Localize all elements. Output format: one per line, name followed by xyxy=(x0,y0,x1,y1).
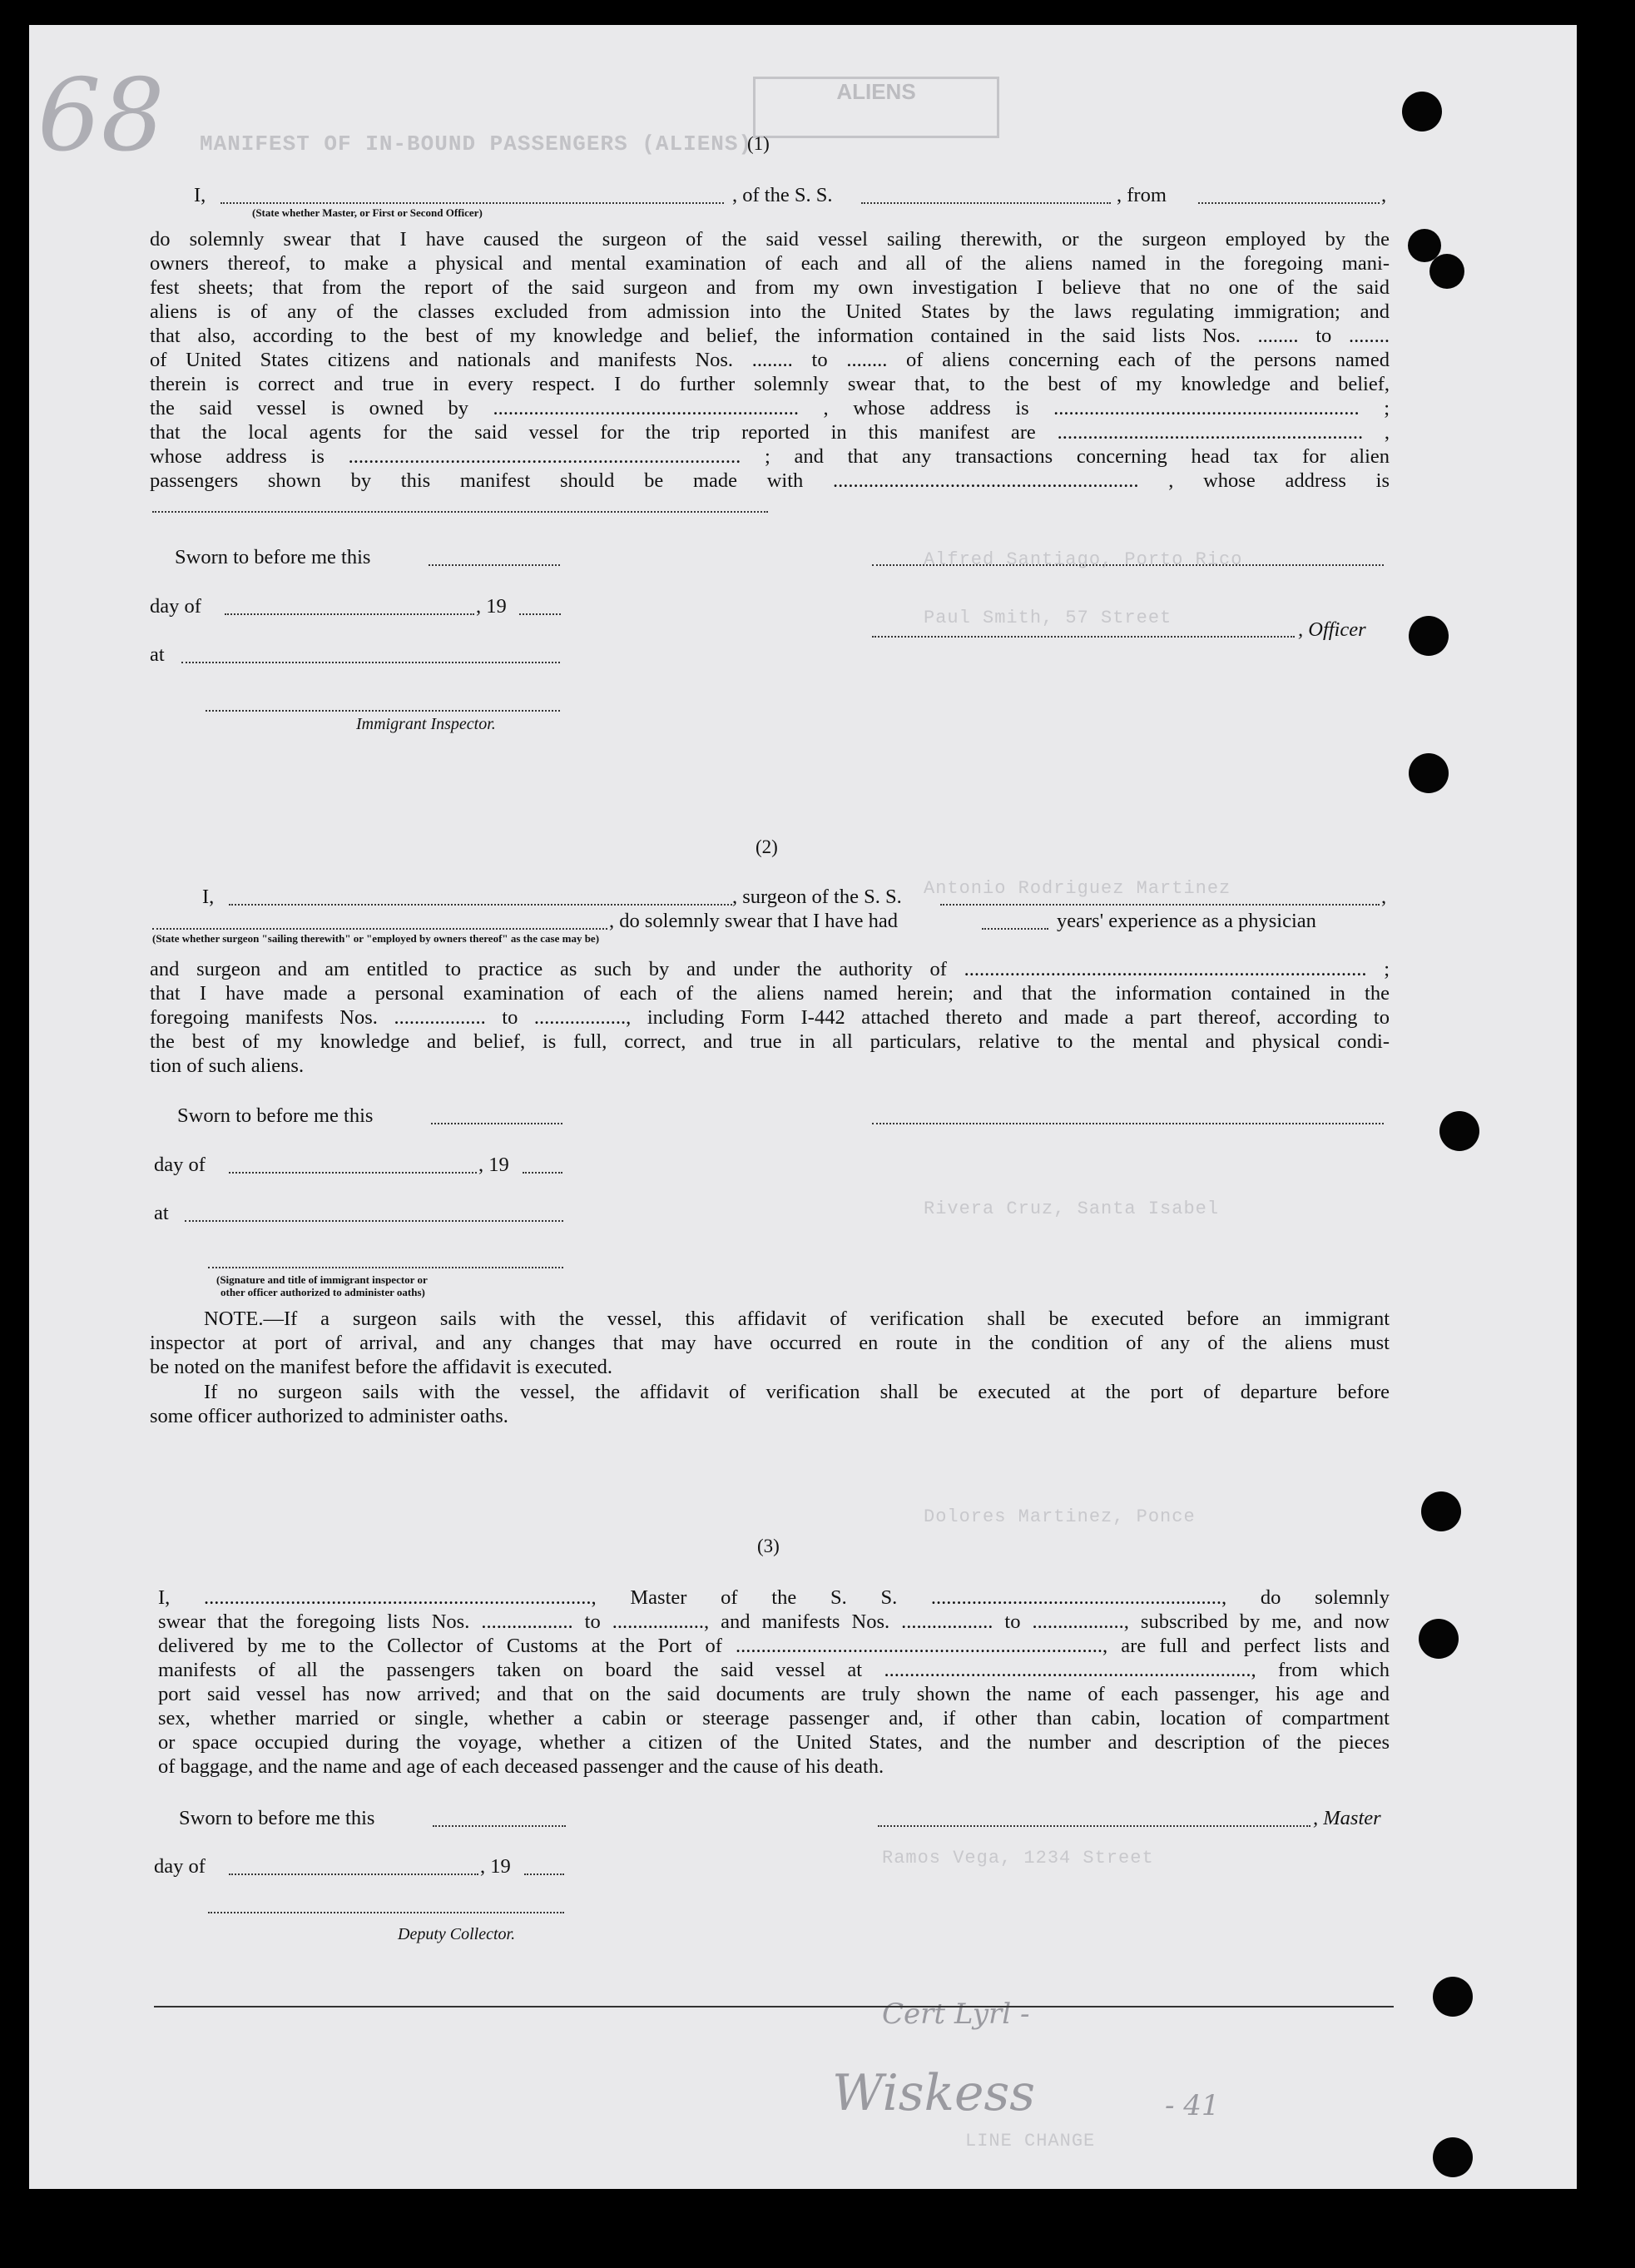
section-2-line: that I have made a personal examination of each of the aliens named herein; and that the information contained in the xyxy=(150,982,1390,1005)
blank-line xyxy=(225,613,474,615)
section-1-line: owners thereof, to make a physical and mental examination of each and all of the aliens named in the foregoing mani- xyxy=(150,252,1390,275)
blank-line xyxy=(220,202,724,204)
section-1-line: passengers shown by this manifest should be made with ............................................................ , whose address is xyxy=(150,469,1390,492)
blank-line xyxy=(433,1825,566,1827)
blank-line xyxy=(524,1873,564,1875)
section-1-line: therein is correct and true in every respect. I do further solemnly swear that, to the best of my knowledge and belief, xyxy=(150,373,1390,395)
day-of-label: day of xyxy=(154,1154,206,1176)
blank-line xyxy=(229,904,732,906)
bottom-rule xyxy=(154,2006,1394,2007)
blank-line xyxy=(229,1172,477,1174)
year-label: , 19 xyxy=(480,1855,511,1878)
section-2-surgeon-of: , surgeon of the S. S. xyxy=(732,886,902,908)
blank-line xyxy=(861,202,1111,204)
section-3-line: sex, whether married or single, whether a cabin or steerage passenger and, if other than cabin, location of compartment xyxy=(158,1707,1390,1730)
punch-hole xyxy=(1429,254,1464,289)
field-note: (State whether surgeon "sailing therewith" or "employed by owners thereof" as the case may be) xyxy=(152,932,600,945)
section-2-line: the best of my knowledge and belief, is full, correct, and true in all particulars, relative to the mental and physical condi- xyxy=(150,1030,1390,1053)
blank-line xyxy=(982,928,1048,930)
handwriting: Cert Lyrl - xyxy=(882,1998,1030,2031)
note-line: be noted on the manifest before the affidavit is executed. xyxy=(150,1356,613,1378)
year-label: , 19 xyxy=(476,595,507,618)
section-2-line: foregoing manifests Nos. .................. to .................., including Form I-442 attached thereto and made a part thereof, according to xyxy=(150,1006,1390,1029)
sworn-label: Sworn to before me this xyxy=(179,1807,375,1829)
page-number: 68 xyxy=(37,58,165,174)
section-1-line: aliens is of any of the classes excluded from admission into the United States by the laws regulating immigration; and xyxy=(150,300,1390,323)
punch-hole xyxy=(1439,1111,1479,1151)
at-label: at xyxy=(154,1202,169,1224)
punch-hole xyxy=(1409,753,1449,793)
punch-hole xyxy=(1433,2137,1473,2177)
officer-label: , Officer xyxy=(1298,618,1366,641)
signature-line xyxy=(206,710,560,712)
blank-line xyxy=(431,1123,562,1124)
bleed-through-header: MANIFEST OF IN-BOUND PASSENGERS (ALIENS) xyxy=(200,132,753,156)
section-1-line: whose address is ............................................................................. ; and that any transactions concerning head tax for alien xyxy=(150,445,1390,468)
signature-line xyxy=(872,564,1384,566)
section-3-line: or space occupied during the voyage, whether a citizen of the United States, and the number and description of the pieces xyxy=(158,1731,1390,1754)
collector-label: Deputy Collector. xyxy=(398,1925,516,1943)
note-line: NOTE.—If a surgeon sails with the vessel, this affidavit of verification shall be executed before an immigrant xyxy=(204,1308,1390,1330)
blank-line xyxy=(523,1172,562,1174)
handwriting: Wiskess xyxy=(832,2064,1036,2122)
bleed-through-text: Alfred Santiago, Porto Rico xyxy=(924,549,1243,570)
blank-line xyxy=(1198,202,1380,204)
blank-line xyxy=(519,613,561,615)
punch-hole xyxy=(1402,92,1442,132)
blank-line xyxy=(940,904,1380,906)
signature-line xyxy=(878,1825,1310,1827)
section-2-comma: , xyxy=(1381,886,1387,908)
signature-line xyxy=(208,1267,563,1268)
section-1-line: do solemnly swear that I have caused the surgeon of the said vessel sailing therewith, or the surgeon employed by the xyxy=(150,228,1390,251)
blank-line xyxy=(152,928,607,930)
bleed-through-text: Rivera Cruz, Santa Isabel xyxy=(924,1199,1220,1219)
field-note: (Signature and title of immigrant inspector or xyxy=(216,1273,428,1286)
section-2-line: and surgeon and am entitled to practice as such by and under the authority of ............................................................................... ; xyxy=(150,958,1390,980)
section-1-line: fest sheets; that from the report of the said surgeon and from my own investigation I believe that no one of the said xyxy=(150,276,1390,299)
signature-line xyxy=(872,1123,1384,1124)
master-label: , Master xyxy=(1313,1807,1381,1829)
sworn-label: Sworn to before me this xyxy=(175,546,371,568)
bleed-through-text: LINE CHANGE xyxy=(965,2131,1096,2151)
bleed-through-text: Antonio Rodriguez Martinez xyxy=(924,878,1231,899)
aliens-stamp: ALIENS xyxy=(753,77,999,138)
blank-line xyxy=(181,662,560,663)
signature-line xyxy=(872,636,1295,638)
note-line: some officer authorized to administer oaths. xyxy=(150,1405,508,1427)
section-2-swear: , do solemnly swear that I have had xyxy=(609,910,898,932)
handwriting: - 41 xyxy=(1165,2089,1220,2122)
inspector-label: Immigrant Inspector. xyxy=(356,715,496,733)
section-2-i: I, xyxy=(202,886,215,908)
note-line: inspector at port of arrival, and any changes that may have occurred en route in the condition of any of the aliens must xyxy=(150,1332,1390,1354)
section-3-line: port said vessel has now arrived; and that on the said documents are truly shown the name of each passenger, his age and xyxy=(158,1683,1390,1705)
section-3-line: I, ............................................................................, Master of the S. S. ........................................................., do solemnly xyxy=(158,1586,1390,1609)
section-2-years: years' experience as a physician xyxy=(1057,910,1316,932)
at-label: at xyxy=(150,643,165,666)
blank-line xyxy=(152,511,768,513)
field-note: (State whether Master, or First or Second Officer) xyxy=(252,206,483,219)
section-3-number: (3) xyxy=(757,1536,780,1556)
section-3-line: swear that the foregoing lists Nos. .................. to .................., and manifests Nos. .................. to .................., subscribed by me, and now xyxy=(158,1610,1390,1633)
day-of-label: day of xyxy=(154,1855,206,1878)
punch-hole xyxy=(1433,1977,1473,2017)
signature-line xyxy=(208,1912,564,1913)
section-3-line: delivered by me to the Collector of Customs at the Port of ........................................................................, are full and perfect lists and xyxy=(158,1635,1390,1657)
bleed-through-text: Ramos Vega, 1234 Street xyxy=(882,1848,1154,1868)
section-1-line: of United States citizens and nationals and manifests Nos. ........ to ........ of aliens concerning each of the persons named xyxy=(150,349,1390,371)
day-of-label: day of xyxy=(150,595,201,618)
punch-hole xyxy=(1419,1619,1459,1659)
section-1-line: that the local agents for the said vessel for the trip reported in this manifest are ............................................................ , xyxy=(150,421,1390,444)
section-2-number: (2) xyxy=(756,836,778,857)
section-1-number: (1) xyxy=(747,133,770,154)
year-label: , 19 xyxy=(478,1154,509,1176)
section-1-from: , from xyxy=(1117,184,1167,206)
note-line: If no surgeon sails with the vessel, the affidavit of verification shall be executed at the port of departure before xyxy=(204,1381,1390,1403)
section-1-line: the said vessel is owned by ............................................................ , whose address is ............................................................ ; xyxy=(150,397,1390,419)
section-1-of-ss: , of the S. S. xyxy=(732,184,833,206)
field-note: other officer authorized to administer oaths) xyxy=(220,1286,425,1298)
section-2-line: tion of such aliens. xyxy=(150,1055,305,1077)
sworn-label: Sworn to before me this xyxy=(177,1104,374,1127)
blank-line xyxy=(185,1220,563,1222)
punch-hole xyxy=(1421,1491,1461,1531)
bleed-through-text: Paul Smith, 57 Street xyxy=(924,608,1172,628)
blank-line xyxy=(429,564,560,566)
section-1-comma: , xyxy=(1381,184,1387,206)
bleed-through-text: Dolores Martinez, Ponce xyxy=(924,1506,1196,1527)
section-1-line: that also, according to the best of my knowledge and belief, the information contained in the said lists Nos. ........ to ........ xyxy=(150,325,1390,347)
section-3-line: of baggage, and the name and age of each deceased passenger and the cause of his death. xyxy=(158,1755,884,1778)
section-3-line: manifests of all the passengers taken on board the said vessel at ........................................................................, from which xyxy=(158,1659,1390,1681)
blank-line xyxy=(229,1873,478,1875)
section-1-i: I, xyxy=(194,184,206,206)
punch-hole xyxy=(1409,616,1449,656)
